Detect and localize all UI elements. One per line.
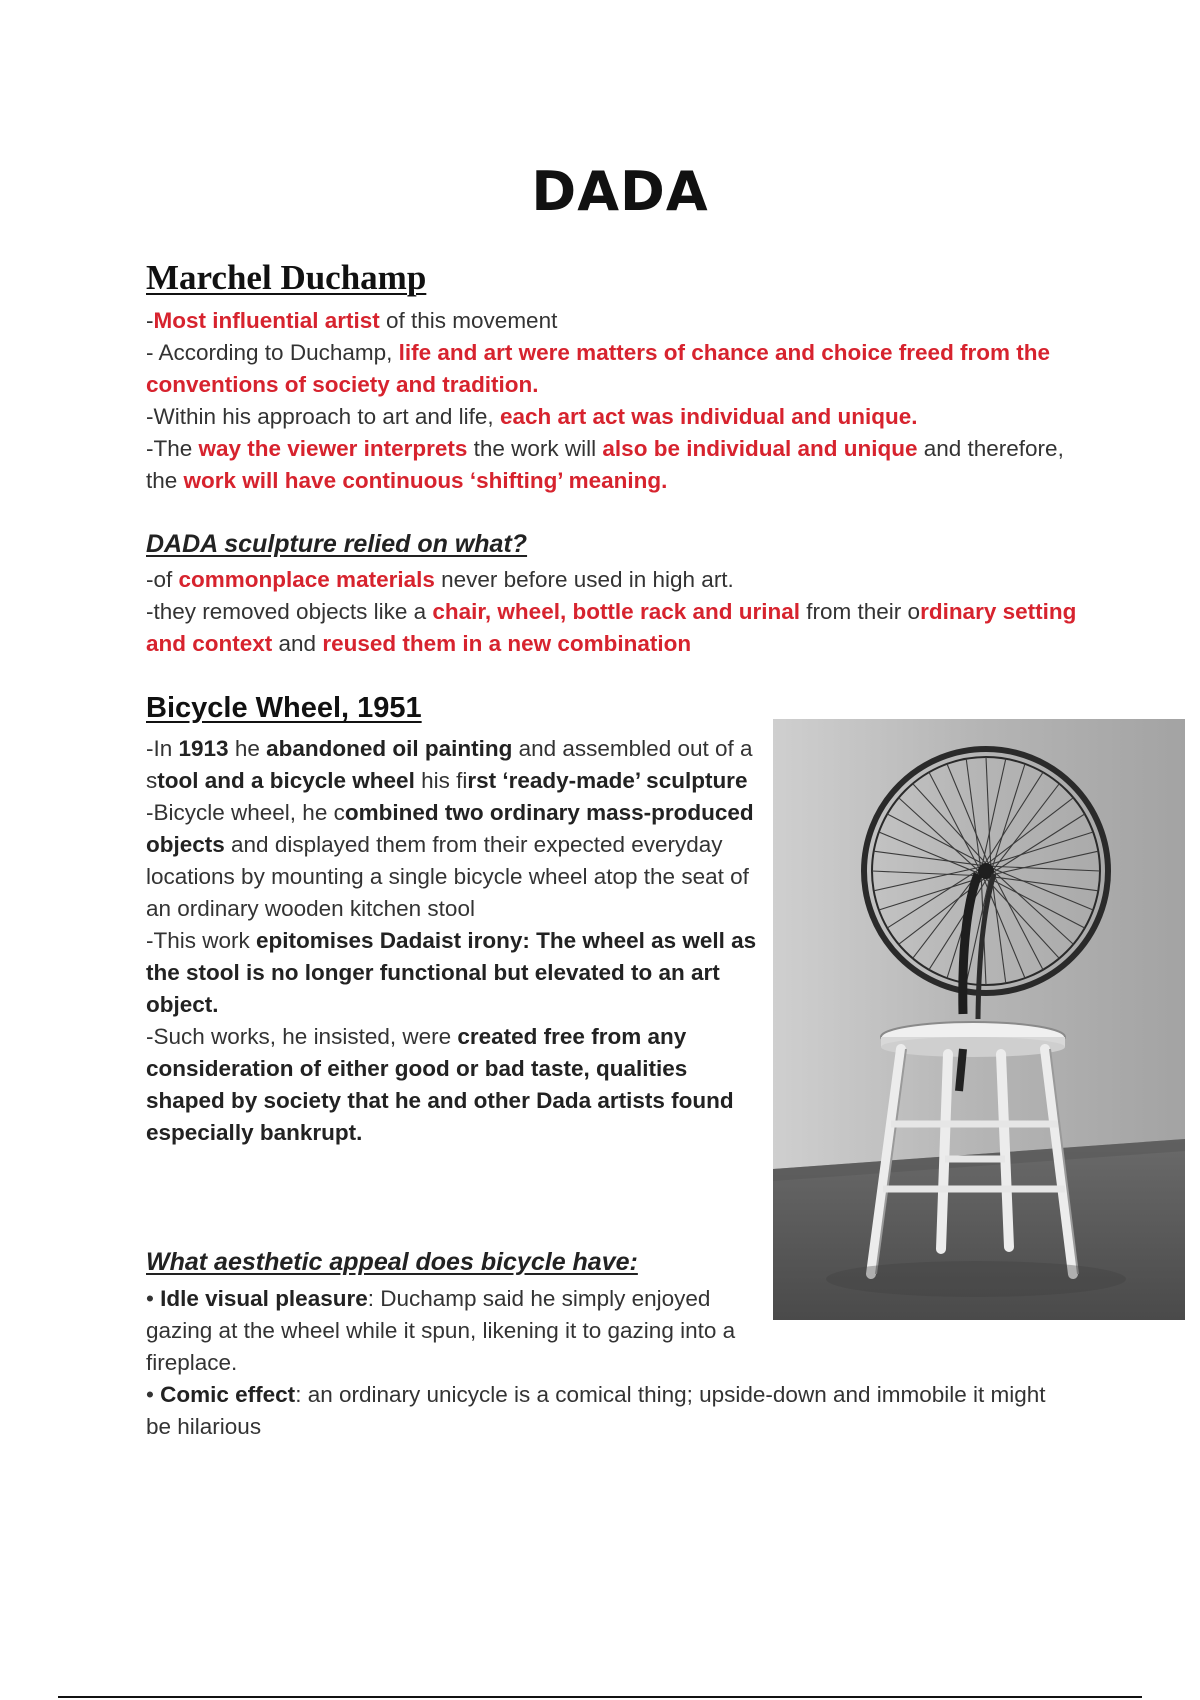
- text-line: -of commonplace materials never before used in high art.: [146, 567, 734, 592]
- page-title: DADA: [531, 160, 709, 223]
- footer-divider: [58, 1696, 1142, 1698]
- duchamp-paragraph: [146, 305, 1086, 497]
- text-line: -This work epitomises Dadaist irony: The wheel as well as the stool is no longer functional but elevated to an art object.: [146, 928, 757, 1017]
- text-line: -Such works, he insisted, were created free from any consideration of either good or bad taste, qualities shaped by society that he and other Dada artists found especially bankrupt.: [146, 1024, 734, 1145]
- text-line: - According to Duchamp, life and art were matters of chance and choice freed from the conventions of society and tradition.: [146, 340, 1051, 397]
- aesthetic-bullet-1: • Idle visual pleasure: Duchamp said he simply enjoyed gazing at the wheel while it spun, likening it to gazing into a fireplace.: [146, 1286, 736, 1375]
- aesthetic-bullet-2: • Comic effect: an ordinary unicycle is a comical thing; upside-down and immobile it might be hilarious: [146, 1382, 1046, 1439]
- section-heading-sculpture: DADA sculpture relied on what?: [146, 530, 528, 558]
- text-line: -Bicycle wheel, he combined two ordinary mass-produced objects and displayed them from their expected everyday locations by mounting a single bicycle wheel atop the seat of an ordinary wooden kitchen stool: [146, 800, 754, 921]
- section-heading-aesthetic: What aesthetic appeal does bicycle have:: [146, 1248, 638, 1276]
- text-line: -Most influential artist of this movement: [146, 308, 558, 333]
- section-heading-duchamp: Marchel Duchamp: [146, 258, 427, 297]
- bicycle-wheel-photo: [773, 719, 1185, 1320]
- bicycle-wheel-illustration: [773, 719, 1185, 1320]
- sculpture-paragraph: [146, 564, 1086, 660]
- text-line: -Within his approach to art and life, each art act was individual and unique.: [146, 404, 918, 429]
- section-heading-bicycle-wheel: Bicycle Wheel, 1951: [146, 692, 422, 724]
- bicycle-wheel-paragraph: [146, 733, 761, 1149]
- text-line: -The way the viewer interprets the work will also be individual and unique and therefore, the work will have continuous ‘shifting’ meaning.: [146, 436, 1064, 493]
- text-line: -they removed objects like a chair, wheel, bottle rack and urinal from their ordinary setting and context and reused them in a new combination: [146, 599, 1077, 656]
- text-line: -In 1913 he abandoned oil painting and assembled out of a stool and a bicycle wheel his first ‘ready-made’ sculpture: [146, 736, 753, 793]
